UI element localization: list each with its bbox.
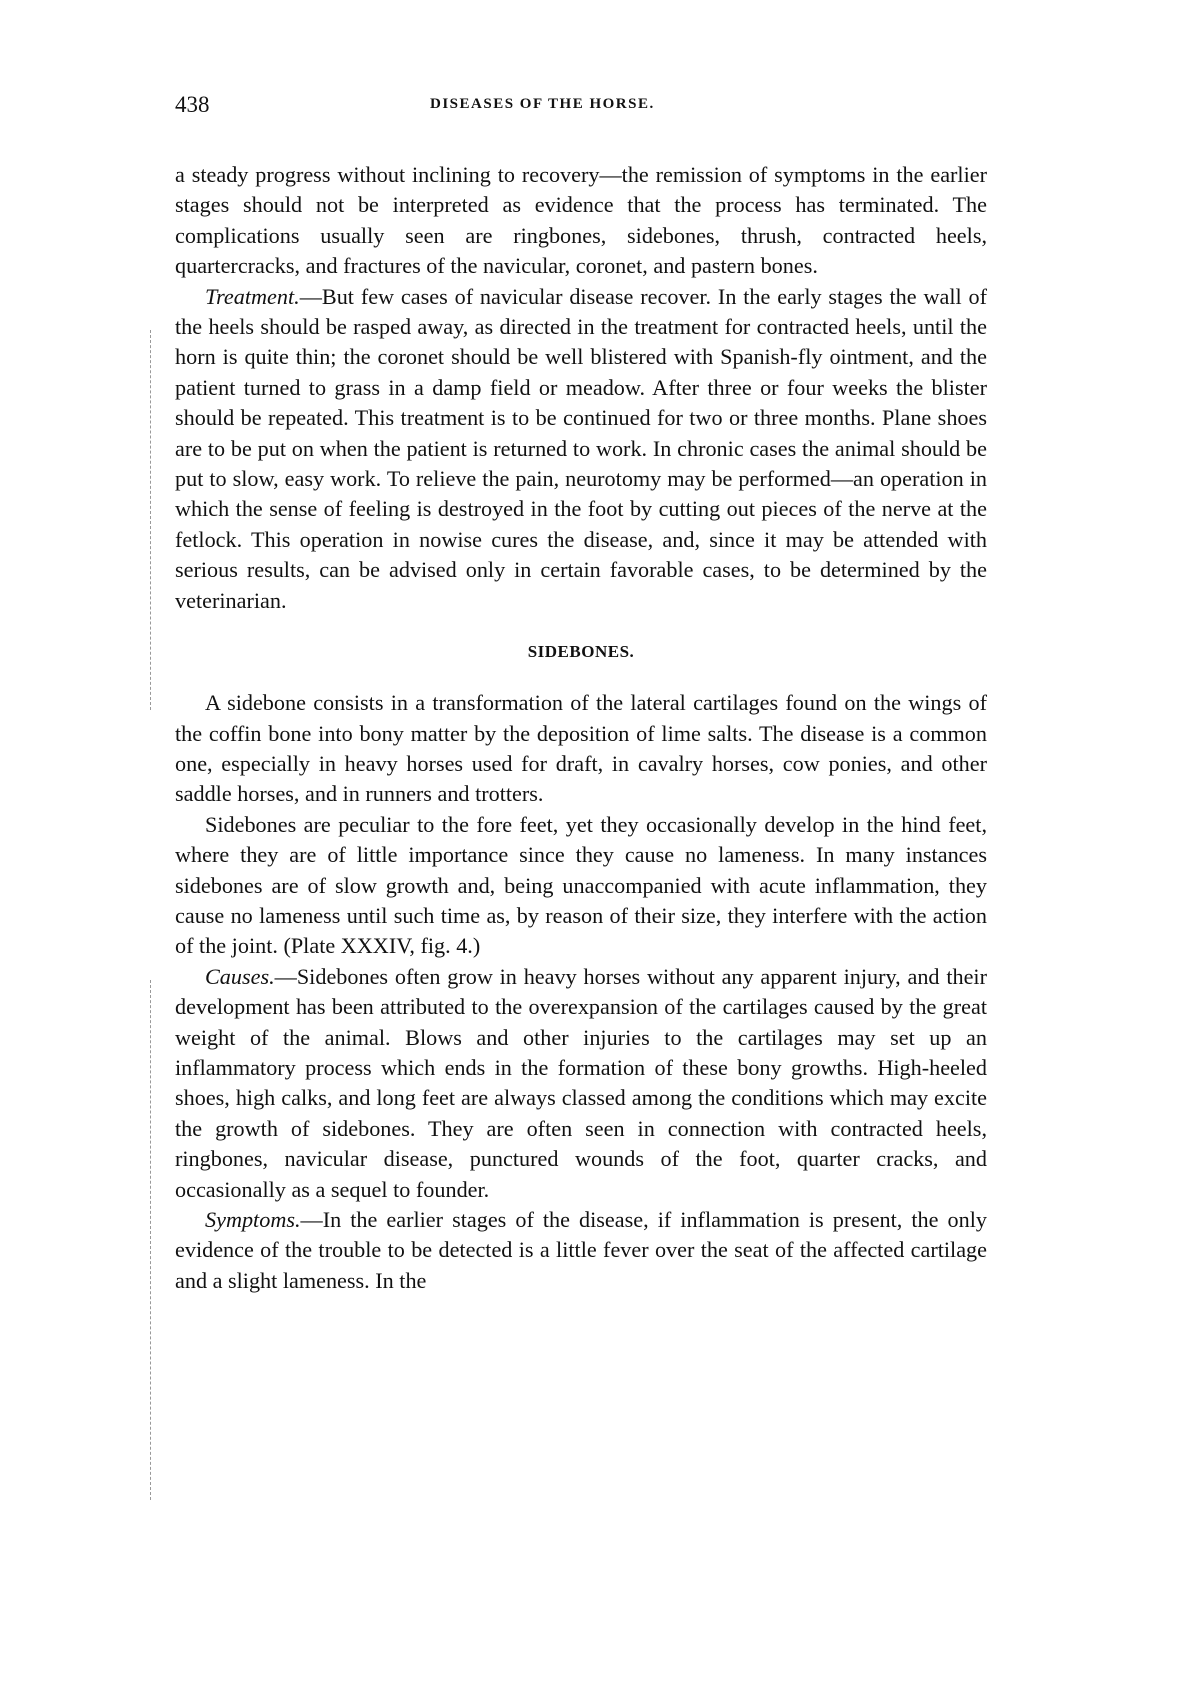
symptoms-label: Symptoms. xyxy=(205,1207,301,1232)
book-page xyxy=(175,92,987,1296)
sidebones-fore-feet-paragraph: Sidebones are peculiar to the fore feet, yet they occasionally develop in the hind feet, where they are of little importance since they cause no lameness. In many instances sidebones are of slow growth and, being unaccompanied with acute inflammation, they cause no lameness until such time as, by reason of their size, they interfere with the action of the joint. (Plate XXXIV, fig. 4.) xyxy=(175,811,987,959)
treatment-paragraph xyxy=(175,282,987,616)
symptoms-text: —In the earlier stages of the disease, if inflammation is present, the only evidence of the trouble to be detected is a little fever over the seat of the affected cartilage and a slight lameness. In the xyxy=(175,1207,987,1293)
sidebones-intro-paragraph: A sidebone consists in a transformation of the lateral cartilages found on the wings of the coffin bone into bony matter by the deposition of lime salts. The disease is a common one, especially in heavy horses used for draft, in cavalry horses, cow ponies, and other saddle horses, and in runners and trotters. xyxy=(175,690,987,807)
running-head xyxy=(175,92,987,130)
page-number: 438 xyxy=(175,92,210,117)
causes-text: —Sidebones often grow in heavy horses without any apparent injury, and their development has been attributed to the overexpansion of the cartilages caused by the great weight of the animal. Blows and other injuries to the cartilages may set up an inflammatory process which ends in the formation of these bony growths. High-heeled shoes, high calks, and long feet are always classed among the conditions which may excite the growth of sidebones. They are often seen in connection with contracted heels, ringbones, navicular disease, punctured wounds of the foot, quarter cracks, and occasionally as a sequel to founder. xyxy=(175,963,987,1202)
section-heading-sidebones: SIDEBONES. xyxy=(527,642,635,662)
scan-margin-marks xyxy=(150,330,155,710)
running-head-title: DISEASES OF THE HORSE. xyxy=(430,96,655,112)
continuation-paragraph: a steady progress without inclining to recovery—the remission of symptoms in the earlier stages should not be interpreted as evidence that the process has terminated. The complications usually seen are ringbones, sidebones, thrush, contracted heels, quartercracks, and fractures of the navicular, coronet, and pastern bones. xyxy=(175,162,987,279)
causes-paragraph xyxy=(175,962,987,1205)
causes-label: Causes. xyxy=(205,963,275,989)
treatment-label: Treatment. xyxy=(205,283,300,309)
scan-margin-marks xyxy=(150,980,155,1500)
treatment-text: —But few cases of navicular disease recover. In the early stages the wall of the heels should be rasped away, as directed in the treatment for contracted heels, until the horn is quite thin; the coronet should be well blistered with Spanish-fly ointment, and the patient turned to grass in a damp field or meadow. After three or four weeks the blister should be repeated. This treatment is to be continued for two or three months. Plane shoes are to be put on when the patient is returned to work. In chronic cases the animal should be put to slow, easy work. To relieve the pain, neurotomy may be performed—an operation in which the sense of feeling is destroyed in the foot by cutting out pieces of the nerve at the fetlock. This operation in nowise cures the disease, and, since it may be attended with serious results, can be advised only in certain favorable cases, to be determined by the veterinarian. xyxy=(175,283,987,613)
symptoms-paragraph xyxy=(175,1205,987,1296)
